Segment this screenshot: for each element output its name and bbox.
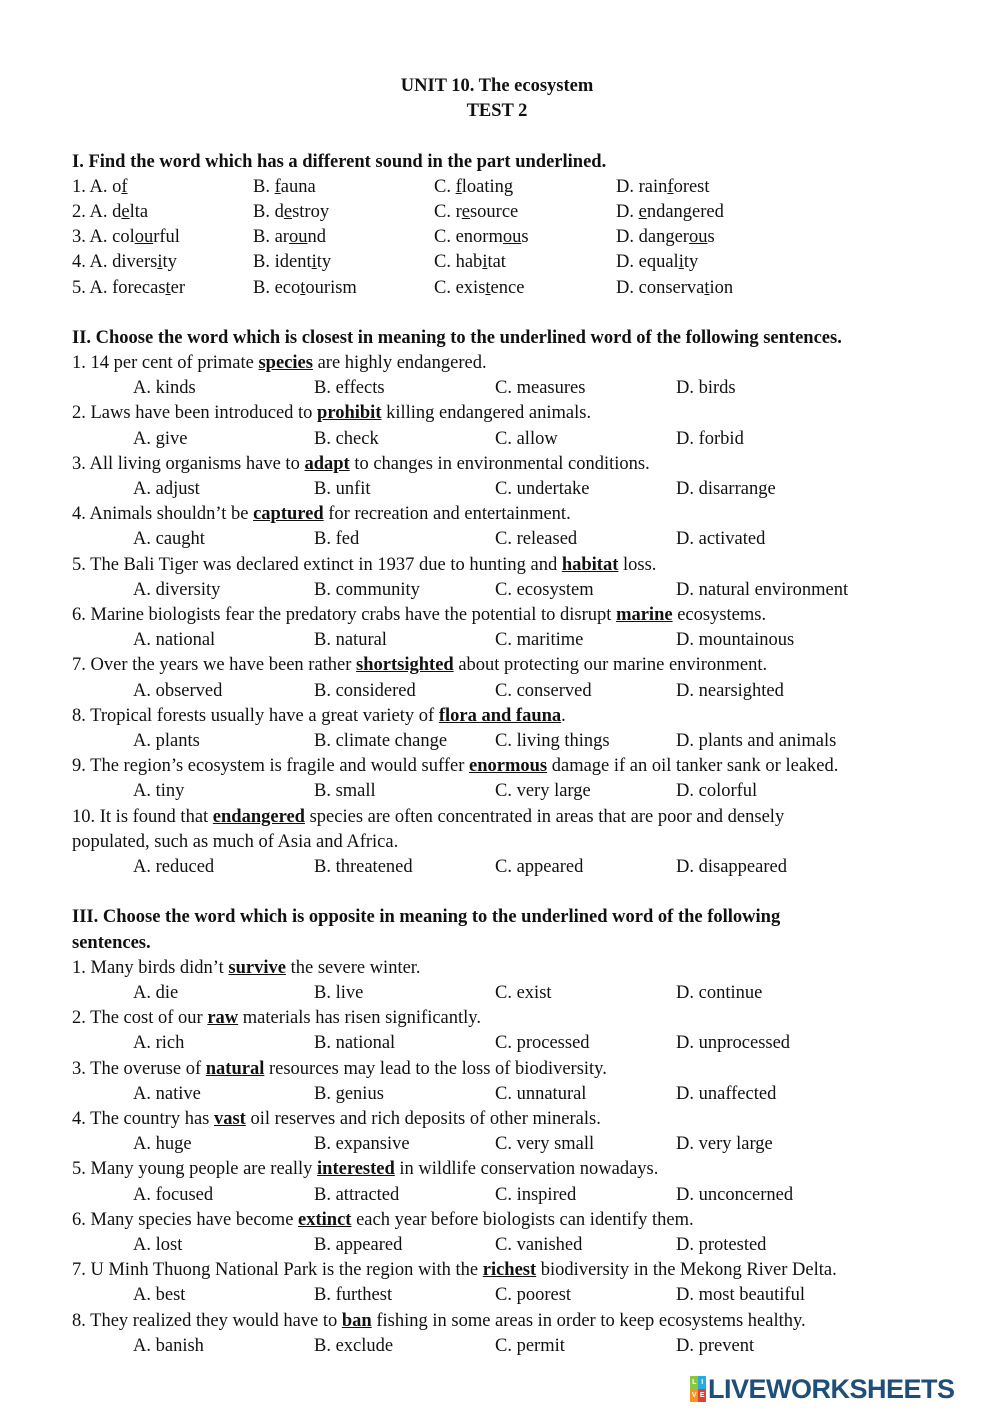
word-suffix: lta (129, 201, 149, 222)
answer-option[interactable]: D. nearsighted (676, 680, 784, 701)
question-number: 5. (72, 277, 86, 298)
answer-option[interactable] (434, 225, 616, 250)
word-prefix: eco (274, 277, 301, 298)
option-label: C. (434, 277, 451, 298)
answer-options (72, 1031, 922, 1056)
answer-option[interactable]: D. activated (676, 529, 766, 550)
question-number: 3. (72, 227, 86, 248)
section-2-title: II. Choose the word which is closest in meaning to the underlined word of the following sentences. (72, 327, 842, 348)
stem-text: 3. The overuse of (72, 1058, 206, 1079)
word-suffix: ty (162, 252, 177, 273)
answer-option[interactable] (616, 175, 816, 200)
question-stem (72, 351, 862, 376)
underlined-keyword: habitat (561, 554, 619, 575)
underlined-keyword: captured (253, 504, 324, 525)
answer-options (72, 981, 922, 1006)
underlined-sound: e (283, 201, 293, 222)
question-stem (72, 502, 862, 527)
answer-option[interactable] (72, 276, 253, 301)
word-suffix: loating (461, 176, 514, 197)
answer-option[interactable]: C. processed (495, 1033, 590, 1054)
pronunciation-question (72, 225, 922, 250)
answer-option[interactable]: D. colorful (676, 781, 758, 802)
answer-options (72, 679, 922, 704)
stem-text: about protecting our marine environment. (453, 655, 768, 676)
answer-options (72, 729, 922, 754)
answer-options (72, 1334, 922, 1359)
question-stem (72, 1157, 862, 1182)
answer-options (72, 1132, 922, 1157)
liveworksheets-logo (690, 1374, 955, 1404)
answer-option[interactable]: D. mountainous (676, 630, 795, 651)
answer-option[interactable]: C. vanished (495, 1234, 583, 1255)
option-label: B. (253, 252, 270, 273)
underlined-keyword: interested (317, 1159, 395, 1180)
stem-text: 6. Marine biologists fear the predatory crabs have the potential to disrupt (72, 605, 617, 626)
word-prefix: exis (455, 277, 486, 298)
answer-option[interactable] (253, 276, 434, 301)
underlined-sound: t (165, 277, 171, 298)
stem-text: biodiversity in the Mekong River Delta. (536, 1260, 837, 1281)
answer-options (72, 779, 922, 804)
word-prefix: d (274, 201, 284, 222)
stem-text: 2. The cost of our (72, 1008, 208, 1029)
section-1-title: I. Find the word which has a different sound in the part underlined. (72, 151, 607, 172)
answer-option[interactable]: C. inspired (495, 1184, 577, 1205)
underlined-keyword: natural (205, 1058, 265, 1079)
logo-text: LIVEWORKSHEETS (708, 1373, 955, 1404)
answer-option[interactable]: C. very large (495, 781, 591, 802)
answer-option[interactable]: C. very small (495, 1134, 595, 1155)
answer-option[interactable]: C. permit (495, 1335, 565, 1356)
answer-option[interactable]: D. most beautiful (676, 1285, 805, 1306)
stem-text: 2. Laws have been introduced to (72, 403, 318, 424)
pronunciation-question (72, 250, 922, 275)
answer-option[interactable] (253, 200, 434, 225)
answer-option[interactable]: B. national (314, 1033, 396, 1054)
answer-option[interactable]: B. threatened (314, 856, 413, 877)
logo-blocks-icon: L I V E (690, 1376, 706, 1402)
stem-text: in wildlife conservation nowadays. (394, 1159, 659, 1180)
word-suffix: tat (487, 252, 506, 273)
stem-text: 7. Over the years we have been rather (72, 655, 357, 676)
answer-option[interactable]: D. natural environment (676, 579, 849, 600)
answer-option[interactable]: B. live (314, 982, 364, 1003)
option-label: B. (253, 176, 270, 197)
stem-text: fishing in some areas in order to keep ecosystems healthy. (371, 1310, 806, 1331)
option-label: D. (616, 201, 634, 222)
underlined-keyword: endangered (212, 806, 305, 827)
answer-option[interactable]: B. small (314, 781, 376, 802)
answer-option[interactable]: B. appeared (314, 1234, 403, 1255)
word-prefix: forecas (112, 277, 166, 298)
answer-options (72, 578, 922, 603)
word-suffix: s (521, 227, 529, 248)
underlined-keyword: ban (341, 1310, 372, 1331)
answer-option[interactable]: B. community (314, 579, 420, 600)
word-suffix: orest (673, 176, 710, 197)
stem-text: . (561, 705, 566, 726)
answer-options (72, 628, 922, 653)
answer-option[interactable]: D. disarrange (676, 479, 776, 500)
answer-option[interactable] (616, 250, 816, 275)
option-label: A. (89, 201, 108, 222)
word-prefix: ident (274, 252, 312, 273)
underlined-sound: f (667, 176, 674, 197)
underlined-sound: t (704, 277, 710, 298)
option-label: D. (616, 252, 634, 273)
word-prefix: ar (274, 227, 289, 248)
question-stem (72, 805, 862, 855)
answer-option[interactable]: A. focused (133, 1184, 214, 1205)
answer-option[interactable]: D. disappeared (676, 856, 787, 877)
underlined-keyword: survive (228, 957, 286, 978)
answer-options (72, 855, 922, 880)
answer-option[interactable]: B. unfit (314, 479, 371, 500)
answer-option[interactable] (434, 200, 616, 225)
stem-text: 6. Many species have become (72, 1209, 299, 1230)
section-1-questions (72, 175, 922, 301)
answer-option[interactable]: B. effects (314, 378, 385, 399)
underlined-sound: t (485, 277, 491, 298)
stem-text: 10. It is found that (72, 806, 213, 827)
stem-text: materials has risen significantly. (238, 1008, 481, 1029)
answer-option[interactable]: A. huge (133, 1134, 192, 1155)
answer-option[interactable]: A. lost (133, 1234, 183, 1255)
answer-option[interactable]: A. adjust (133, 479, 200, 500)
pronunciation-question (72, 276, 922, 301)
answer-option[interactable] (616, 276, 816, 301)
answer-options (72, 376, 922, 401)
underlined-sound: ou (688, 227, 708, 248)
stem-text: oil reserves and rich deposits of other minerals. (245, 1108, 601, 1129)
answer-option[interactable]: C. appeared (495, 856, 584, 877)
question-stem (72, 1107, 862, 1132)
underlined-keyword: species (258, 353, 313, 374)
question-number: 1. (72, 176, 86, 197)
stem-text: for recreation and entertainment. (323, 504, 571, 525)
answer-option[interactable] (434, 276, 616, 301)
stem-text: 8. Tropical forests usually have a great variety of (72, 705, 439, 726)
test-title: TEST 2 (466, 101, 528, 122)
stem-text: are highly endangered. (312, 353, 487, 374)
worksheet-page (72, 74, 922, 1359)
underlined-sound: ou (502, 227, 522, 248)
answer-option[interactable]: B. check (314, 428, 379, 449)
answer-option[interactable]: B. expansive (314, 1134, 410, 1155)
answer-option[interactable]: A. reduced (133, 856, 215, 877)
section-3-title: III. Choose the word which is opposite in meaning to the underlined word of the following sentences. (72, 907, 781, 953)
answer-option[interactable]: D. unaffected (676, 1083, 777, 1104)
underlined-keyword: extinct (298, 1209, 352, 1230)
word-prefix: d (112, 201, 122, 222)
answer-option[interactable]: A. caught (133, 529, 205, 550)
option-label: A. (89, 252, 108, 273)
answer-options (72, 1183, 922, 1208)
section-3-questions (72, 956, 922, 1359)
underlined-keyword: adapt (304, 453, 350, 474)
answer-option[interactable] (72, 200, 253, 225)
underlined-keyword: richest (482, 1260, 537, 1281)
answer-options (72, 477, 922, 502)
answer-option[interactable]: A. rich (133, 1033, 185, 1054)
word-suffix: ion (709, 277, 734, 298)
question-stem (72, 401, 862, 426)
answer-option[interactable]: D. prevent (676, 1335, 755, 1356)
question-number: 4. (72, 252, 86, 273)
underlined-keyword: vast (213, 1108, 246, 1129)
stem-text: 5. Many young people are really (72, 1159, 318, 1180)
word-prefix: divers (112, 252, 158, 273)
stem-text: each year before biologists can identify them. (351, 1209, 694, 1230)
stem-text: ecosystems. (672, 605, 767, 626)
word-prefix: col (112, 227, 135, 248)
underlined-sound: i (482, 252, 488, 273)
answer-option[interactable]: C. measures (495, 378, 586, 399)
answer-option[interactable]: C. maritime (495, 630, 584, 651)
underlined-sound: f (455, 176, 462, 197)
question-stem (72, 1258, 862, 1283)
answer-option[interactable]: A. native (133, 1083, 201, 1104)
answer-option[interactable]: A. kinds (133, 378, 196, 399)
word-suffix: s (707, 227, 715, 248)
option-label: C. (434, 227, 451, 248)
word-suffix: ourism (305, 277, 357, 298)
option-label: C. (434, 252, 451, 273)
answer-option[interactable] (72, 225, 253, 250)
question-stem (72, 603, 862, 628)
question-stem (72, 653, 862, 678)
underlined-sound: i (678, 252, 684, 273)
answer-option[interactable]: A. observed (133, 680, 223, 701)
word-prefix: enorm (455, 227, 503, 248)
answer-options (72, 1233, 922, 1258)
stem-text: damage if an oil tanker sank or leaked. (547, 756, 839, 777)
word-suffix: ty (683, 252, 699, 273)
answer-option[interactable] (72, 175, 253, 200)
underlined-sound: ou (134, 227, 154, 248)
question-stem (72, 553, 862, 578)
answer-option[interactable]: B. genius (314, 1083, 384, 1104)
answer-option[interactable]: A. national (133, 630, 216, 651)
stem-text: to changes in environmental conditions. (349, 453, 650, 474)
option-label: D. (616, 277, 634, 298)
answer-options (72, 1082, 922, 1107)
answer-option[interactable] (616, 200, 816, 225)
answer-option[interactable]: A. give (133, 428, 188, 449)
underlined-keyword: raw (207, 1008, 239, 1029)
word-suffix: ty (316, 252, 332, 273)
underlined-sound: ou (288, 227, 308, 248)
question-stem (72, 1006, 862, 1031)
answer-option[interactable]: C. allow (495, 428, 558, 449)
word-suffix: auna (280, 176, 316, 197)
answer-option[interactable]: B. fed (314, 529, 360, 550)
option-label: C. (434, 201, 451, 222)
underlined-sound: i (157, 252, 163, 273)
stem-text: species are often concentrated in areas that are poor and densely populated, such as much of Asia and Africa. (72, 806, 785, 852)
word-suffix: source (469, 201, 519, 222)
stem-text: resources may lead to the loss of biodiversity. (264, 1058, 607, 1079)
stem-text: 7. U Minh Thuong National Park is the region with the (72, 1260, 483, 1281)
answer-option[interactable]: D. very large (676, 1134, 773, 1155)
word-prefix: conserva (638, 277, 705, 298)
option-label: A. (89, 277, 108, 298)
answer-option[interactable]: D. unconcerned (676, 1184, 794, 1205)
underlined-keyword: enormous (468, 756, 548, 777)
stem-text: 3. All living organisms have to (72, 453, 305, 474)
word-suffix: ndangered (646, 201, 724, 222)
question-stem (72, 1208, 862, 1233)
answer-option[interactable]: A. diversity (133, 579, 221, 600)
word-suffix: stroy (292, 201, 330, 222)
answer-option[interactable]: C. unnatural (495, 1083, 587, 1104)
underlined-sound: f (121, 176, 128, 197)
answer-option[interactable]: A. banish (133, 1335, 204, 1356)
answer-options (72, 427, 922, 452)
underlined-keyword: marine (616, 605, 673, 626)
question-number: 2. (72, 201, 86, 222)
answer-option[interactable]: C. ecosystem (495, 579, 594, 600)
word-suffix: ence (490, 277, 525, 298)
stem-text: 5. The Bali Tiger was declared extinct in 1937 due to hunting and (72, 554, 562, 575)
answer-option[interactable]: A. tiny (133, 781, 185, 802)
answer-option[interactable]: D. forbid (676, 428, 744, 449)
answer-option[interactable]: C. undertake (495, 479, 590, 500)
answer-options (72, 1283, 922, 1308)
underlined-sound: f (274, 176, 281, 197)
stem-text: 9. The region’s ecosystem is fragile and would suffer (72, 756, 469, 777)
word-suffix: er (170, 277, 186, 298)
answer-option[interactable] (434, 250, 616, 275)
answer-option[interactable] (72, 250, 253, 275)
word-prefix: o (112, 176, 122, 197)
answer-option[interactable] (434, 175, 616, 200)
answer-option[interactable]: A. plants (133, 731, 200, 751)
answer-options (72, 527, 922, 552)
stem-text: 1. Many birds didn’t (72, 957, 229, 978)
word-prefix: equal (638, 252, 679, 273)
stem-text: 8. They realized they would have to (72, 1310, 342, 1331)
stem-text: 4. The country has (72, 1108, 214, 1129)
unit-title: UNIT 10. The ecosystem (400, 76, 594, 96)
answer-option[interactable]: C. conserved (495, 680, 592, 701)
underlined-keyword: shortsighted (356, 655, 454, 676)
answer-option[interactable]: B. climate change (314, 731, 448, 751)
stem-text: loss. (618, 554, 657, 575)
stem-text: 4. Animals shouldn’t be (72, 504, 254, 525)
underlined-sound: t (300, 277, 306, 298)
answer-option[interactable] (616, 225, 816, 250)
option-label: B. (253, 277, 270, 298)
word-suffix: rful (153, 227, 180, 248)
stem-text: the severe winter. (285, 957, 421, 978)
option-label: A. (89, 176, 108, 197)
word-prefix: r (455, 201, 462, 222)
question-stem (72, 452, 862, 477)
answer-option[interactable]: C. exist (495, 982, 552, 1003)
answer-option[interactable]: C. released (495, 529, 578, 550)
answer-option[interactable]: C. poorest (495, 1285, 572, 1306)
underlined-sound: i (311, 252, 317, 273)
answer-option[interactable]: D. unprocessed (676, 1033, 791, 1054)
option-label: B. (253, 201, 270, 222)
answer-option[interactable]: B. natural (314, 630, 387, 651)
option-label: D. (616, 227, 634, 248)
word-prefix: rain (638, 176, 668, 197)
word-prefix: hab (455, 252, 483, 273)
underlined-sound: e (461, 201, 470, 222)
answer-option[interactable] (253, 175, 434, 200)
stem-text: 1. 14 per cent of primate (72, 353, 259, 374)
option-label: B. (253, 227, 270, 248)
pronunciation-question (72, 175, 922, 200)
answer-option[interactable] (253, 250, 434, 275)
option-label: D. (616, 176, 634, 197)
question-stem (72, 704, 862, 729)
word-prefix: danger (638, 227, 689, 248)
question-stem (72, 956, 862, 981)
question-stem (72, 754, 862, 779)
pronunciation-question (72, 200, 922, 225)
answer-option[interactable]: C. living things (495, 731, 610, 751)
answer-option[interactable]: D. birds (676, 378, 736, 399)
answer-option[interactable] (253, 225, 434, 250)
answer-option[interactable]: B. considered (314, 680, 416, 701)
answer-option[interactable]: A. best (133, 1285, 186, 1306)
underlined-sound: e (638, 201, 647, 222)
answer-option[interactable]: A. die (133, 982, 179, 1003)
underlined-keyword: flora and fauna (438, 705, 562, 726)
answer-option[interactable]: D. plants and animals (676, 731, 837, 751)
answer-option[interactable]: D. protested (676, 1234, 767, 1255)
underlined-sound: e (121, 201, 130, 222)
question-stem (72, 1057, 862, 1082)
answer-option[interactable]: B. furthest (314, 1285, 393, 1306)
answer-option[interactable]: B. exclude (314, 1335, 394, 1356)
underlined-keyword: prohibit (317, 403, 382, 424)
stem-text: killing endangered animals. (381, 403, 592, 424)
section-2-questions (72, 351, 922, 880)
option-label: C. (434, 176, 451, 197)
answer-option[interactable]: B. attracted (314, 1184, 400, 1205)
question-stem (72, 1309, 862, 1334)
word-suffix: nd (307, 227, 326, 248)
option-label: A. (89, 227, 108, 248)
answer-option[interactable]: D. continue (676, 982, 763, 1003)
